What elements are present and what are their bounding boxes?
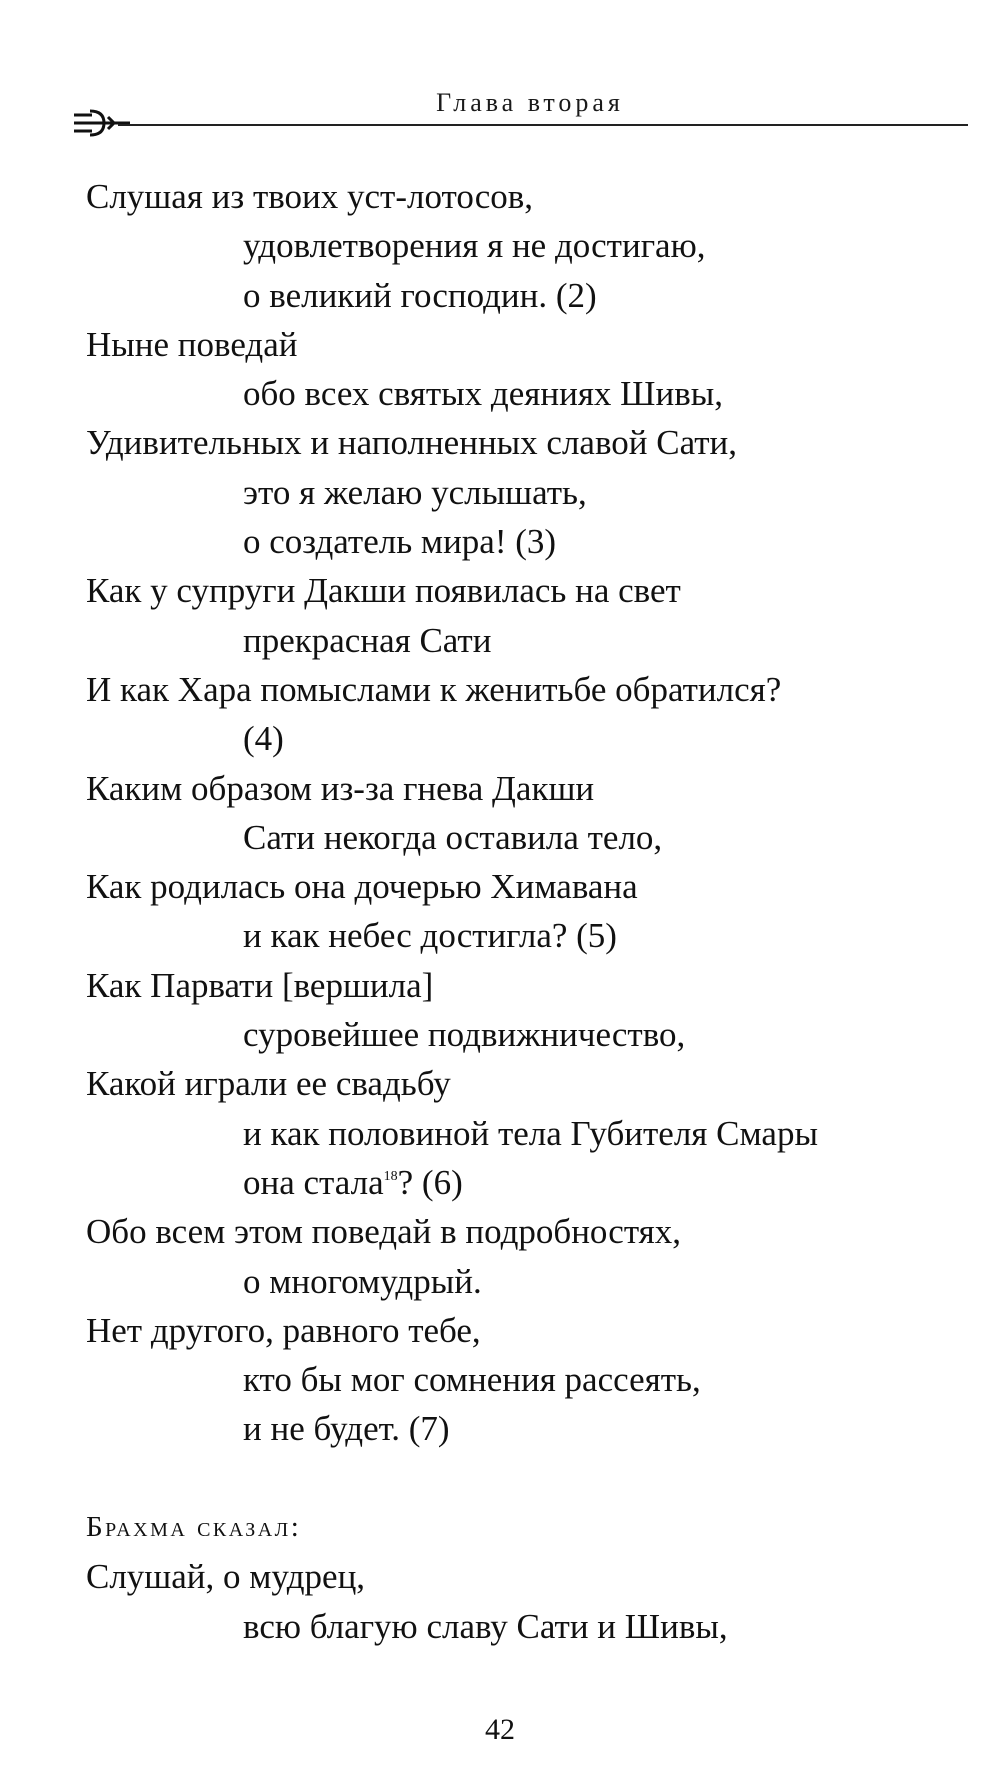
verse-line xyxy=(86,1158,966,1207)
verse-line: Удивительных и наполненных славой Сати, xyxy=(86,423,737,463)
verse-line: Какой играли ее свадьбу xyxy=(86,1064,451,1104)
verse-line: Ныне поведай xyxy=(86,324,298,364)
verse-line: Обо всем этом поведай в подробностях, xyxy=(86,1212,682,1252)
verse-line: Сати некогда оставила тело, xyxy=(243,817,663,857)
speaker-heading xyxy=(86,1503,966,1552)
speaker-label: Брахма сказал: xyxy=(86,1511,302,1544)
verse-line: и не будет. (7) xyxy=(243,1409,450,1449)
trident-icon xyxy=(70,106,132,140)
verse-line: и как небес достигла? (5) xyxy=(243,916,617,956)
verse-line: о многомудрый. xyxy=(243,1261,482,1301)
verse-line: Как Парвати [вершила] xyxy=(86,965,434,1005)
verse-line: прекрасная Сати xyxy=(243,620,492,660)
verse-line: (4) xyxy=(243,719,284,759)
verse-line: суровейшее подвижничество, xyxy=(243,1015,686,1055)
verse-line: кто бы мог сомнения рассеять, xyxy=(243,1360,701,1400)
verse-line: и как половиной тела Губителя Смары xyxy=(243,1113,818,1153)
running-header xyxy=(0,80,1000,140)
header-rule xyxy=(118,124,968,126)
verse-line: Слушай, о мудрец, xyxy=(86,1557,366,1597)
verse-line: Как родилась она дочерью Химавана xyxy=(86,867,638,907)
verse-line: Слушая из твоих уст-лотосов, xyxy=(86,177,534,216)
verse-line: удовлетворения я не достигаю, xyxy=(243,226,706,266)
verse-text xyxy=(86,172,966,1651)
verse-line: о великий господин. (2) xyxy=(243,275,597,315)
verse-line: это я желаю услышать, xyxy=(243,472,587,512)
verse-line-text: она стала xyxy=(243,1162,384,1202)
stanza-gap xyxy=(86,1454,966,1503)
verse-line: Нет другого, равного тебе, xyxy=(86,1310,481,1350)
verse-line: о создатель мира! (3) xyxy=(243,522,557,562)
footnote-marker[interactable]: 18 xyxy=(383,1168,398,1184)
page-number: 42 xyxy=(485,1713,515,1746)
verse-line: И как Хара помыслами к женитьбе обратился? xyxy=(86,669,782,709)
verse-line: Каким образом из-за гнева Дакши xyxy=(86,768,595,808)
verse-line: всю благую славу Сати и Шивы, xyxy=(243,1606,728,1646)
verse-line: обо всех святых деяниях Шивы, xyxy=(243,374,724,414)
verse-line: Как у супруги Дакши появилась на свет xyxy=(86,571,681,611)
verse-line-ending: ? (6) xyxy=(397,1162,463,1202)
running-title: Глава вторая xyxy=(436,88,624,117)
